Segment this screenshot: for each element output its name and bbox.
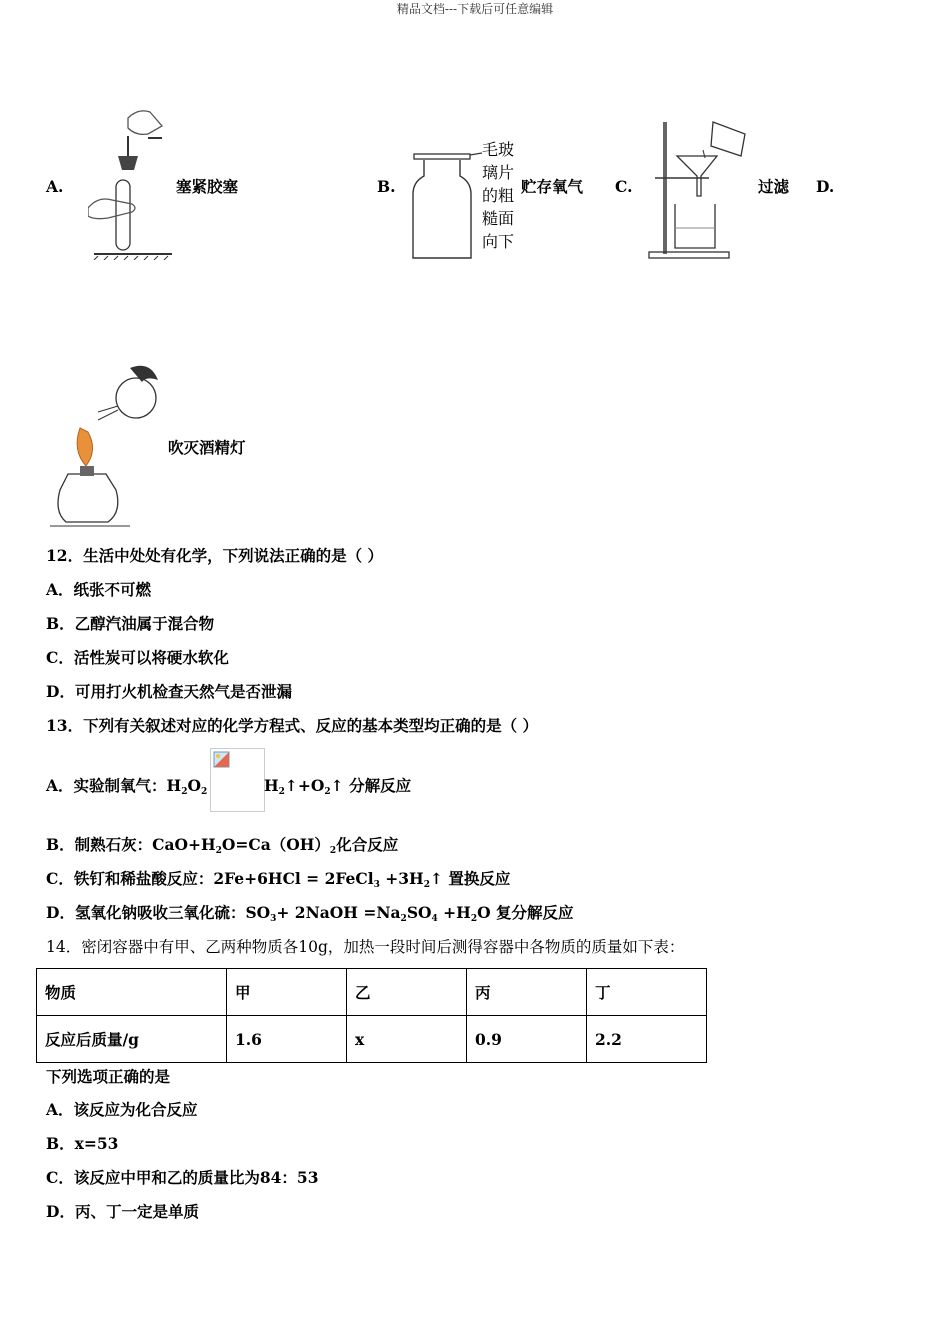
table-cell: 反应后质量/g [37,1016,227,1063]
alcohol-lamp-illustration [50,362,164,530]
q13-a-equation-right: $H_2↑+O_2↑$ 分解反应 [264,776,412,797]
q13-option-d: D．氢氧化钠吸收三氧化硫：$SO_3+$ 2NaOH $=Na_2SO_4 +H_2O$ 复分解反应 [46,903,574,924]
option-d-caption: 吹灭酒精灯 [168,438,246,457]
option-a-caption: 塞紧胶塞 [176,177,239,196]
table-cell: 2.2 [587,1016,707,1063]
q12-option-c: C．活性炭可以将硬水软化 [46,648,229,667]
q13-option-b: B．制熟石灰：$CaO+H_2O=Ca(OH)_2$化合反应 [46,835,399,856]
option-a-letter: A. [46,177,64,196]
q14-stem: 14．密闭容器中有甲、乙两种物质各10g，加热一段时间后测得容器中各物质的质量如下表： [46,938,685,956]
q13-stem: 13．下列有关叙述对应的化学方程式、反应的基本类型均正确的是（ ） [46,716,538,735]
test-tube-stopper-illustration [88,108,176,260]
option-c-letter: C. [615,177,633,196]
table-cell: 物质 [37,969,227,1016]
mass-table [36,968,707,1063]
page-header: 精品文档---下载后可任意编辑 [396,2,554,16]
table-cell: 甲 [227,969,347,1016]
option-c-caption: 过滤 [758,177,790,196]
table-cell: 丁 [587,969,707,1016]
q14-option-b: B．x=53 [46,1134,119,1153]
q12-stem: 12．生活中处处有化学，下列说法正确的是（ ） [46,546,383,565]
q13-option-a: A．实验制氧气：$H_2O_2$ [46,776,208,797]
table-header-row [37,969,707,1016]
option-b-letter: B. [377,177,396,196]
gas-bottle-illustration [410,150,482,262]
q13-option-c: C．铁钉和稀盐酸反应：2Fe+6HCl = 2FeCl$_3$ $+3H_2↑$ 置换反应 [46,869,511,890]
table-cell: 丙 [467,969,587,1016]
q12-option-d: D．可用打火机检查天然气是否泄漏 [46,682,292,701]
filtration-illustration [645,112,757,264]
q14-option-a: A．该反应为化合反应 [46,1100,198,1119]
table-cell: 乙 [347,969,467,1016]
table-cell: 1.6 [227,1016,347,1063]
glass-plate-label: 毛玻 璃片 的粗 糙面 向下 [482,140,515,251]
q12-option-b: B．乙醇汽油属于混合物 [46,614,215,633]
q12-option-a: A．纸张不可燃 [46,580,152,599]
q14-prompt: 下列选项正确的是 [46,1067,171,1086]
table-row [37,1016,707,1063]
table-cell: x [347,1016,467,1063]
q14-option-d: D．丙、丁一定是单质 [46,1202,199,1221]
option-b-caption: 贮存氧气 [521,177,584,196]
table-cell: 0.9 [467,1016,587,1063]
broken-image-icon [210,748,265,812]
option-d-letter: D. [816,177,835,196]
q14-option-c: C．该反应中甲和乙的质量比为84：53 [46,1168,319,1187]
q13-a-equation-left: $H_2O_2$ [166,776,208,797]
